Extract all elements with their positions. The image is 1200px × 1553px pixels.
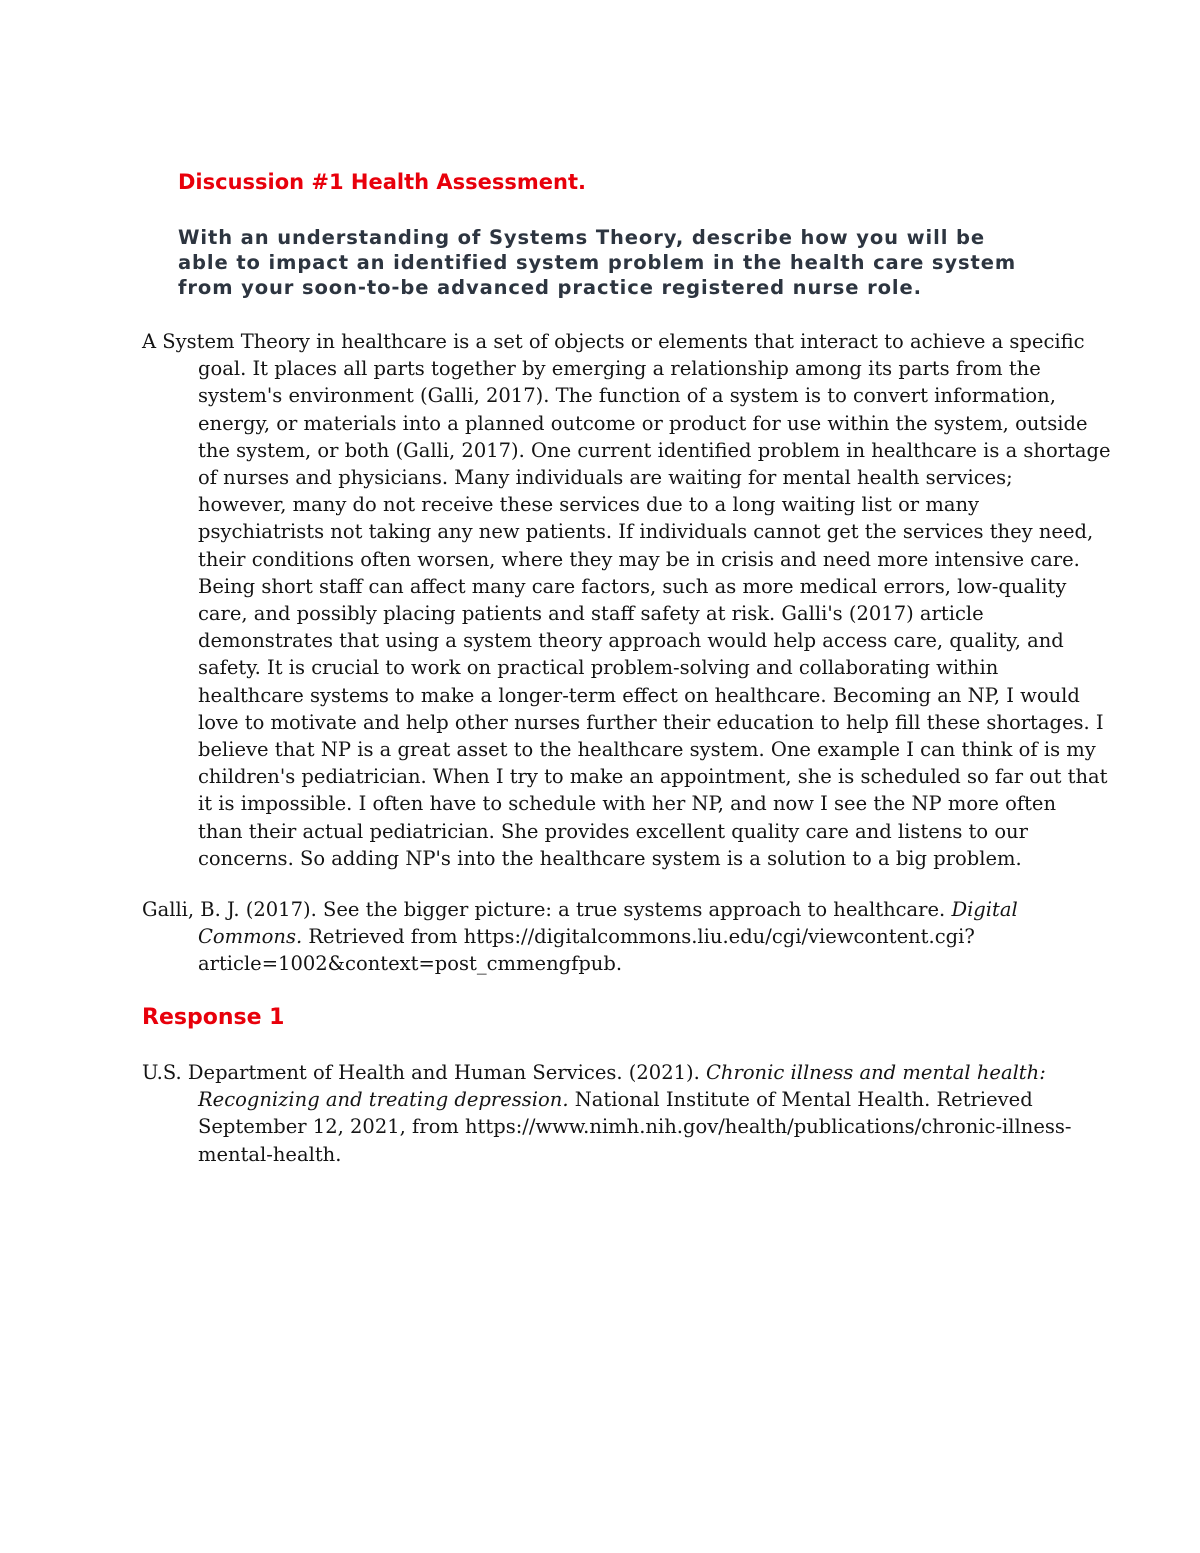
prompt-line: able to impact an identified system problem in the health care system bbox=[178, 251, 1017, 274]
prompt-line: from your soon-to-be advanced practice registered nurse role. bbox=[178, 276, 922, 299]
paragraph-line: children's pediatrician. When I try to make an appointment, she is scheduled so far out that bbox=[198, 765, 1108, 789]
reference-line bbox=[142, 896, 1018, 923]
paragraph-line: concerns. So adding NP's into the healthcare system is a solution to a big problem. bbox=[198, 846, 1022, 870]
reference-italic-text: Chronic illness and mental health: bbox=[706, 1061, 1046, 1084]
paragraph-line: healthcare systems to make a longer-term effect on healthcare. Becoming an NP, I would bbox=[198, 683, 1080, 707]
paragraph-line: demonstrates that using a system theory approach would help access care, quality, and bbox=[198, 629, 1064, 653]
paragraph-line: safety. It is crucial to work on practical problem-solving and collaborating within bbox=[198, 656, 999, 680]
paragraph-line: A System Theory in healthcare is a set of objects or elements that interact to achieve a specific bbox=[142, 330, 1085, 353]
paragraph-line: of nurses and physicians. Many individuals are waiting for mental health services; bbox=[198, 466, 1013, 490]
paragraph-line: however, many do not receive these services due to a long waiting list or many bbox=[198, 493, 980, 517]
prompt-line: With an understanding of Systems Theory, describe how you will be bbox=[178, 226, 985, 249]
reference-line bbox=[142, 1086, 1071, 1113]
reference-line bbox=[142, 923, 1018, 950]
paragraph-line: it is impossible. I often have to schedule with her NP, and now I see the NP more often bbox=[198, 792, 1057, 816]
reference-line: article=1002&context=post_cmmengfpub. bbox=[198, 952, 623, 976]
paragraph-line: goal. It places all parts together by emerging a relationship among its parts from the bbox=[198, 357, 1041, 381]
paragraph-line: than their actual pediatrician. She provides excellent quality care and listens to our bbox=[198, 819, 1028, 843]
paragraph-line: the system, or both (Galli, 2017). One current identified problem in healthcare is a shortage bbox=[198, 438, 1111, 462]
reference-italic-text: Commons. bbox=[198, 925, 303, 949]
reference-italic-text: Digital bbox=[951, 898, 1018, 921]
reference-line bbox=[142, 1059, 1071, 1086]
discussion-prompt bbox=[178, 225, 1078, 300]
paragraph-line: psychiatrists not taking any new patients. If individuals cannot get the services they need, bbox=[198, 520, 1094, 544]
answer-paragraph bbox=[142, 328, 1111, 872]
reference-text: National Institute of Mental Health. Retrieved bbox=[568, 1088, 1033, 1112]
reference-line: mental-health. bbox=[198, 1142, 342, 1166]
paragraph-line: their conditions often worsen, where they may be in crisis and need more intensive care. bbox=[198, 547, 1080, 571]
discussion-heading: Discussion #1 Health Assessment. bbox=[178, 170, 587, 194]
paragraph-line: love to motivate and help other nurses further their education to help fill these shortages. I bbox=[198, 710, 1104, 734]
paragraph-line: care, and possibly placing patients and staff safety at risk. Galli's (2017) article bbox=[198, 602, 984, 626]
paragraph-line: energy, or materials into a planned outcome or product for use within the system, outside bbox=[198, 411, 1088, 435]
paragraph-line: system's environment (Galli, 2017). The function of a system is to convert information, bbox=[198, 384, 1056, 408]
reference-line: September 12, 2021, from https://www.nimh.nih.gov/health/publications/chronic-illness- bbox=[198, 1115, 1072, 1139]
reference-text: Galli, B. J. (2017). See the bigger picture: a true systems approach to healthcare. bbox=[142, 898, 952, 921]
paragraph-line: believe that NP is a great asset to the healthcare system. One example I can think of is my bbox=[198, 738, 1096, 762]
reference-hhs bbox=[142, 1059, 1071, 1168]
reference-text: U.S. Department of Health and Human Services. (2021). bbox=[142, 1061, 707, 1084]
paragraph-line: Being short staff can affect many care factors, such as more medical errors, low-quality bbox=[198, 574, 1067, 598]
reference-galli bbox=[142, 896, 1018, 978]
reference-text: Retrieved from https://digitalcommons.liu.edu/cgi/viewcontent.cgi? bbox=[302, 925, 975, 949]
response-heading: Response 1 bbox=[142, 1005, 285, 1030]
reference-italic-text: Recognizing and treating depression. bbox=[198, 1088, 569, 1112]
